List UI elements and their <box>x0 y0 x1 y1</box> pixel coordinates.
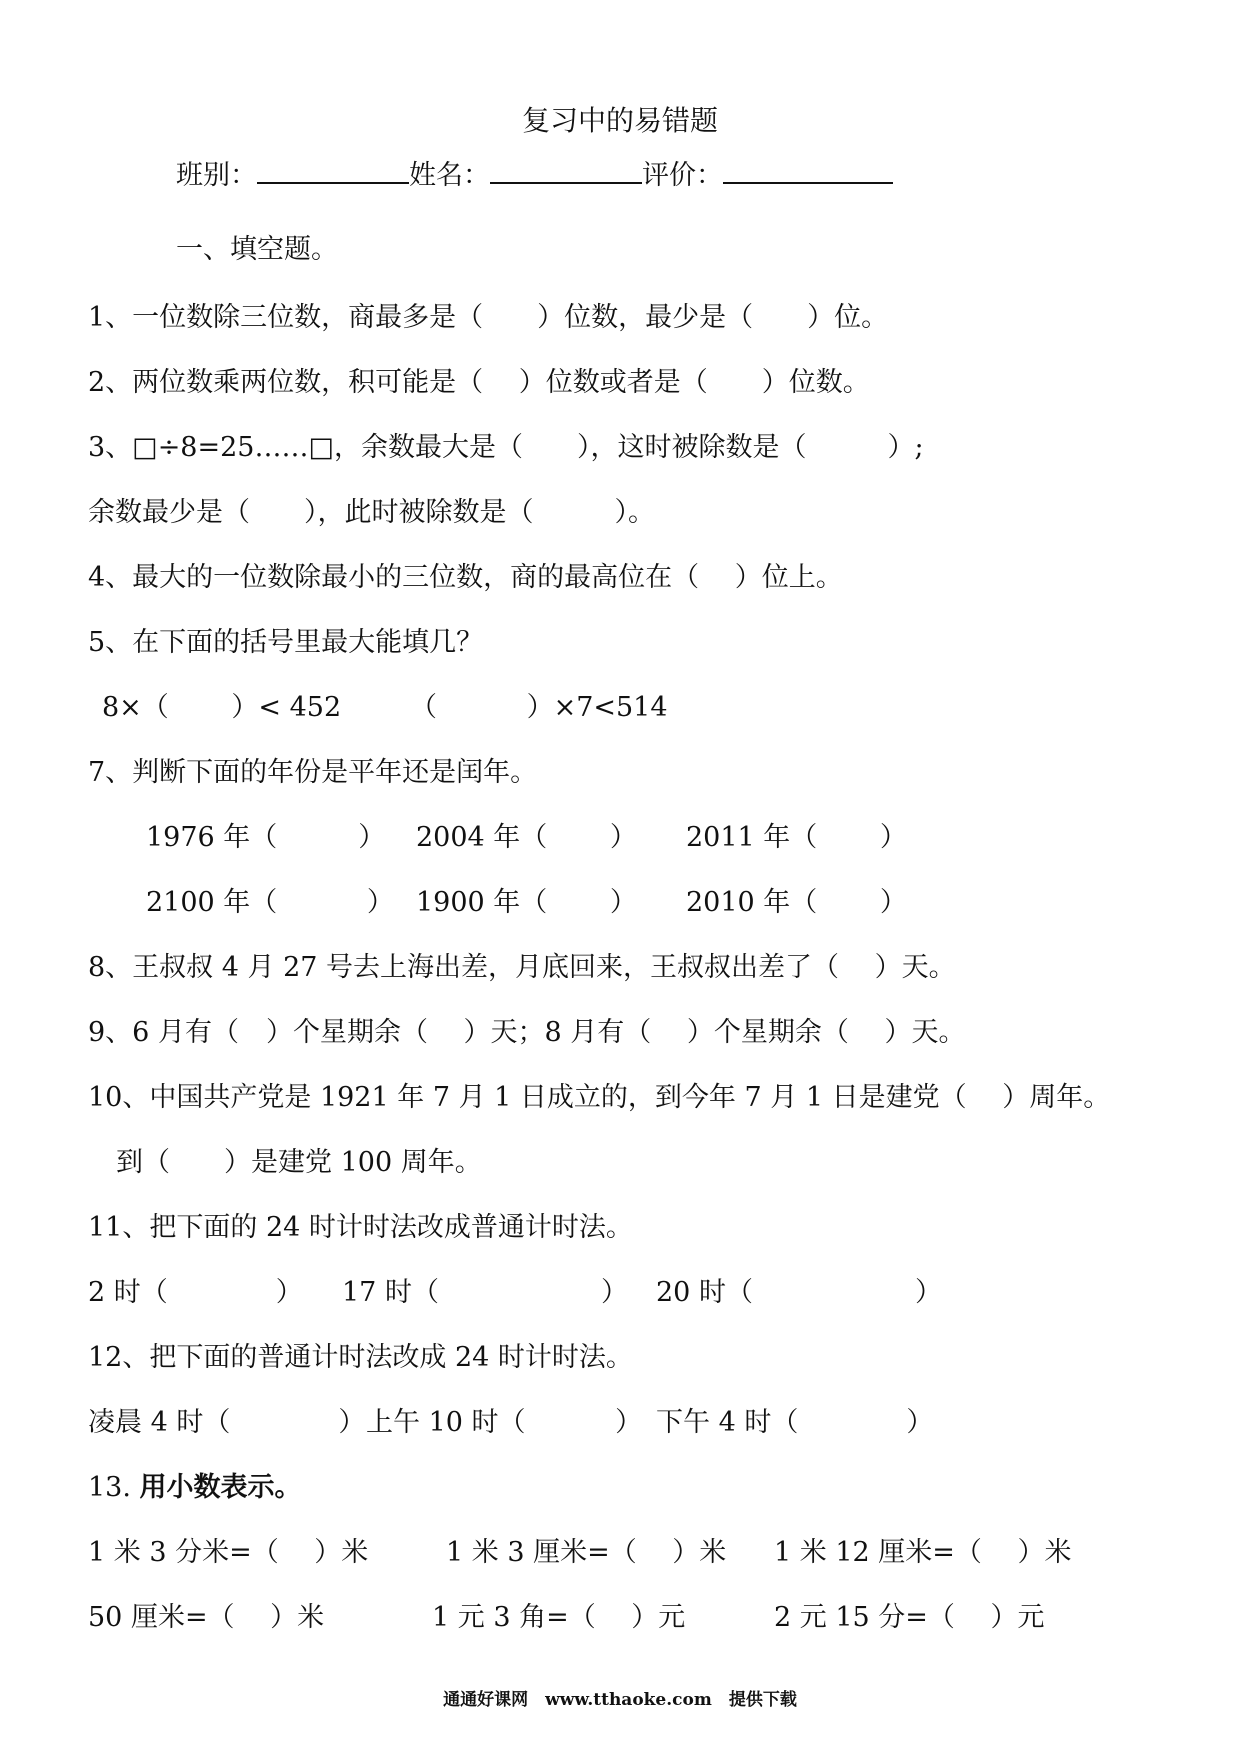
year-2004: 2004 年（ ） <box>416 822 637 853</box>
time-morning-10: 上午 10 时（ ） <box>366 1407 643 1438</box>
question-1: 1、一位数除三位数，商最多是（ ）位数，最少是（ ）位。 <box>88 302 889 333</box>
question-8: 8、王叔叔 4 月 27 号去上海出差，月底回来，王叔叔出差了（ ）天。 <box>88 952 956 983</box>
time-afternoon-4: 下午 4 时（ ） <box>656 1407 934 1438</box>
year-1900: 1900 年（ ） <box>416 887 637 918</box>
year-2010: 2010 年（ ） <box>686 887 907 918</box>
convert-50cm: 50 厘米=（ ）米 <box>88 1602 325 1633</box>
question-10-line2: 到（ ）是建党 100 周年。 <box>116 1147 482 1178</box>
question-2: 2、两位数乘两位数，积可能是（ ）位数或者是（ ）位数。 <box>88 367 870 398</box>
info-header <box>176 156 893 193</box>
question-9: 9、6 月有（ ）个星期余（ ）天；8 月有（ ）个星期余（ ）天。 <box>88 1017 966 1048</box>
time-17: 17 时（ ） <box>342 1277 628 1308</box>
question-13-number: 13. <box>88 1472 131 1503</box>
question-5: 5、在下面的括号里最大能填几？ <box>88 627 484 658</box>
convert-1m12cm: 1 米 12 厘米=（ ）米 <box>774 1537 1072 1568</box>
name-blank <box>490 156 642 184</box>
page-title: 复习中的易错题 <box>521 104 718 137</box>
time-20: 20 时（ ） <box>656 1277 942 1308</box>
question-12: 12、把下面的普通计时法改成 24 时计时法。 <box>88 1342 633 1373</box>
question-11: 11、把下面的 24 时计时法改成普通计时法。 <box>88 1212 633 1243</box>
question-5-item-a: 8×（ ）< 452 <box>102 692 342 723</box>
eval-blank <box>723 156 893 184</box>
question-5-item-b: （ ）×7<514 <box>410 692 668 723</box>
convert-2yuan15fen: 2 元 15 分=（ ）元 <box>774 1602 1045 1633</box>
year-2011: 2011 年（ ） <box>686 822 907 853</box>
time-2: 2 时（ ） <box>88 1277 303 1308</box>
class-label: 班别： <box>176 160 257 191</box>
class-blank <box>257 156 409 184</box>
question-10-line1: 10、中国共产党是 1921 年 7 月 1 日成立的，到今年 7 月 1 日是建党（ ）周年。 <box>88 1082 1111 1113</box>
year-1976: 1976 年（ ） <box>146 822 386 853</box>
convert-1m3cm: 1 米 3 厘米=（ ）米 <box>446 1537 727 1568</box>
name-label: 姓名： <box>409 160 490 191</box>
convert-1yuan3jiao: 1 元 3 角=（ ）元 <box>432 1602 686 1633</box>
footer-source: 通通好课网 www.tthaoke.com 提供下载 <box>443 1690 797 1710</box>
question-13-text: 用小数表示。 <box>139 1472 302 1503</box>
time-early-4: 凌晨 4 时（ ） <box>88 1407 366 1438</box>
question-7: 7、判断下面的年份是平年还是闰年。 <box>88 757 538 788</box>
question-3-line1: 3、□÷8=25……□，余数最大是（ ），这时被除数是（ ）; <box>88 432 924 463</box>
question-3-line2: 余数最少是（ ），此时被除数是（ ）。 <box>88 497 655 528</box>
question-4: 4、最大的一位数除最小的三位数，商的最高位在（ ）位上。 <box>88 562 843 593</box>
section-heading: 一、填空题。 <box>176 234 338 265</box>
convert-1m3dm: 1 米 3 分米=（ ）米 <box>88 1537 369 1568</box>
year-2100: 2100 年（ ） <box>146 887 394 918</box>
question-13 <box>88 1471 302 1505</box>
eval-label: 评价： <box>642 160 723 191</box>
